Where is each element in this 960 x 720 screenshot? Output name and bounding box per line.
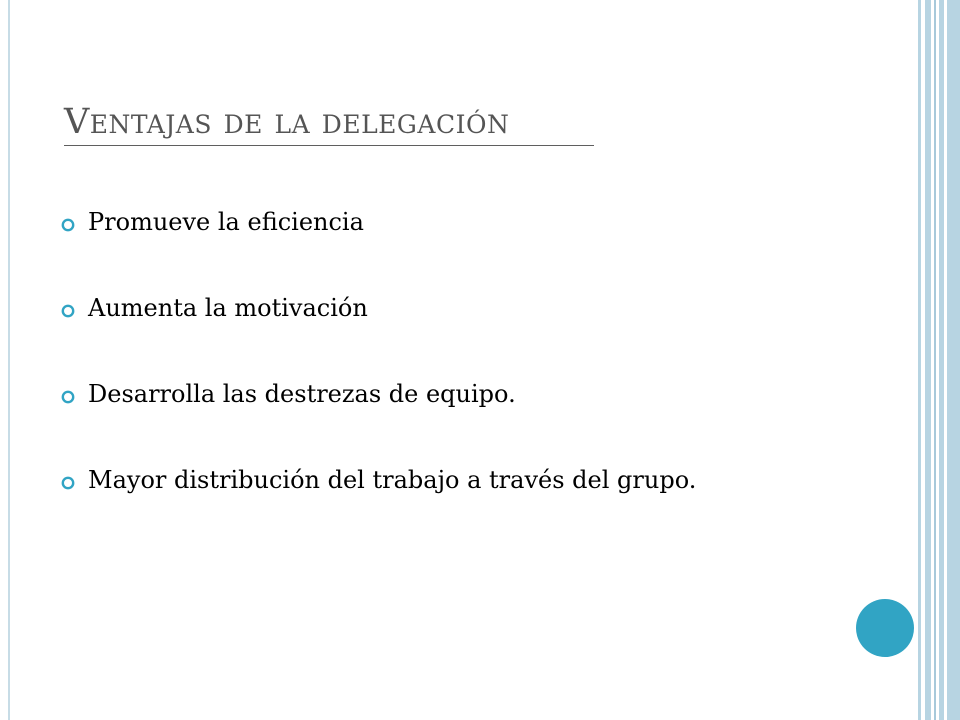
bullet-item bbox=[60, 200, 696, 244]
bullet-list bbox=[60, 200, 696, 544]
bullet-item bbox=[60, 286, 696, 330]
bullet-text: Aumenta la motivación bbox=[88, 294, 368, 322]
slide-title: Ventajas de la delegación bbox=[64, 102, 510, 142]
right-stripe bbox=[947, 0, 960, 720]
right-stripe bbox=[939, 0, 944, 720]
left-frame-line bbox=[8, 0, 10, 720]
right-stripe bbox=[934, 0, 936, 720]
hollow-circle-bullet-icon bbox=[60, 217, 76, 233]
right-stripe bbox=[925, 0, 931, 720]
accent-circle bbox=[856, 599, 914, 657]
bullet-item bbox=[60, 458, 696, 502]
bullet-item bbox=[60, 372, 696, 416]
bullet-text: Desarrolla las destrezas de equipo. bbox=[88, 380, 516, 408]
bullet-text: Promueve la eficiencia bbox=[88, 208, 364, 236]
hollow-circle-bullet-icon bbox=[60, 475, 76, 491]
bullet-text: Mayor distribución del trabajo a través del grupo. bbox=[88, 466, 697, 494]
hollow-circle-bullet-icon bbox=[60, 303, 76, 319]
hollow-circle-bullet-icon bbox=[60, 389, 76, 405]
title-underline bbox=[64, 145, 594, 146]
right-stripe bbox=[918, 0, 921, 720]
